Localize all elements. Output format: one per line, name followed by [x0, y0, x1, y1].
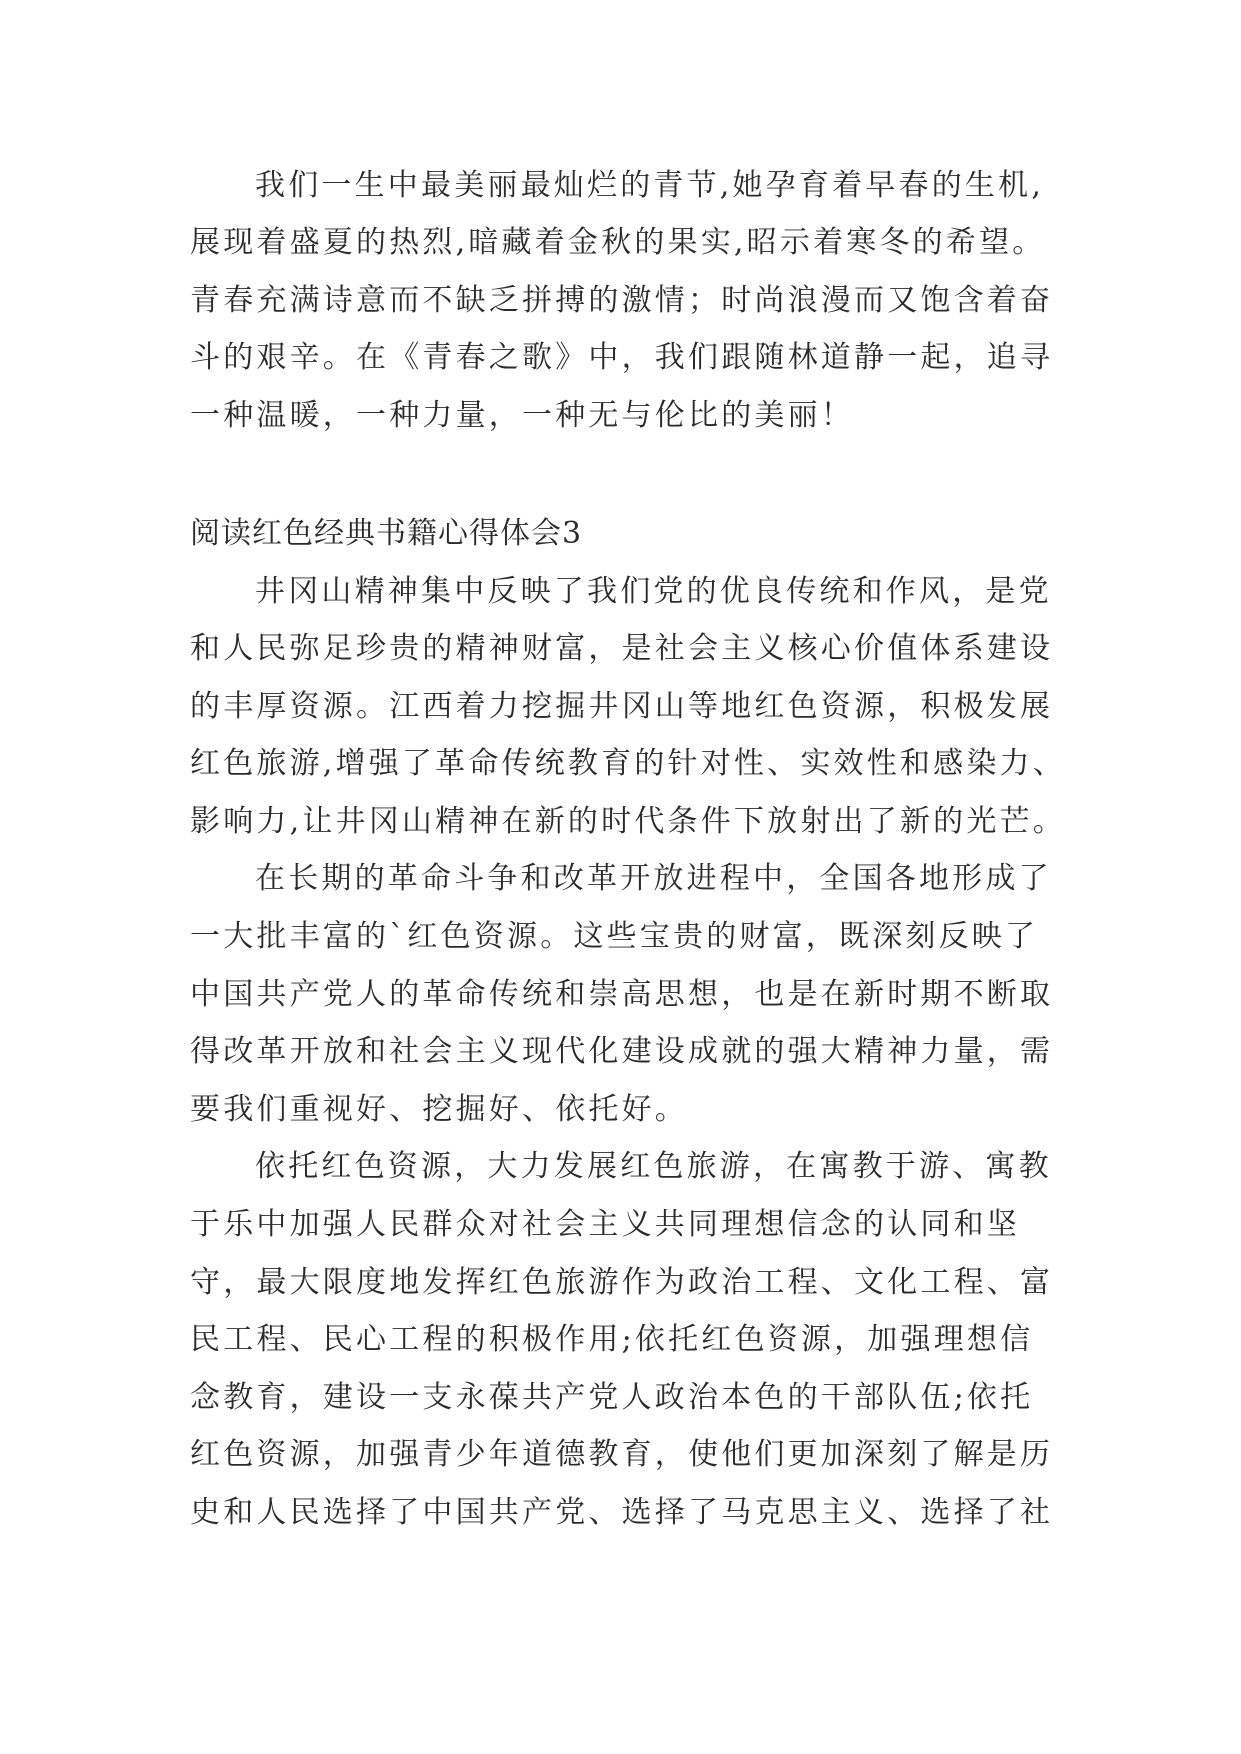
paragraph-line: 红色资源，加强青少年道德教育，使他们更加深刻了解是历	[190, 1437, 1054, 1472]
paragraph-line: 我们一生中最美丽最灿烂的青节,她孕育着早春的生机,	[255, 168, 1045, 203]
paragraph-line: 史和人民选择了中国共产党、选择了马克思主义、选择了社	[190, 1495, 1054, 1530]
paragraph-line: 一大批丰富的`红色资源。这些宝贵的财富，既深刻反映了	[190, 919, 1039, 954]
paragraph-line: 守，最大限度地发挥红色旅游作为政治工程、文化工程、富	[190, 1265, 1054, 1300]
paragraph-line: 要我们重视好、挖掘好、依托好。	[190, 1092, 688, 1127]
paragraph-line: 中国共产党人的革命传统和崇高思想，也是在新时期不断取	[190, 977, 1054, 1012]
paragraph-line: 青春充满诗意而不缺乏拼搏的激情；时尚浪漫而又饱含着奋	[190, 283, 1054, 318]
paragraph-line: 影响力,让井冈山精神在新的时代条件下放射出了新的光芒。	[190, 804, 1066, 839]
paragraph-line: 依托红色资源，大力发展红色旅游，在寓教于游、寓教	[255, 1149, 1052, 1184]
paragraph-line: 于乐中加强人民群众对社会主义共同理想信念的认同和坚	[190, 1207, 1020, 1242]
paragraph-line: 斗的艰辛。在《青春之歌》中，我们跟随林道静一起，追寻	[190, 340, 1054, 375]
paragraph-line: 展现着盛夏的热烈,暗藏着金秋的果实,昭示着寒冬的希望。	[190, 225, 1046, 260]
paragraph-line: 得改革开放和社会主义现代化建设成就的强大精神力量，需	[190, 1034, 1054, 1069]
section-heading: 阅读红色经典书籍心得体会3	[190, 516, 583, 551]
paragraph-line: 的丰厚资源。江西着力挖掘井冈山等地红色资源，积极发展	[190, 689, 1054, 724]
paragraph-line: 念教育，建设一支永葆共产党人政治本色的干部队伍;依托	[190, 1380, 1034, 1415]
paragraph-line: 在长期的革命斗争和改革开放进程中，全国各地形成了	[255, 861, 1052, 896]
paragraph-line: 井冈山精神集中反映了我们党的优良传统和作风，是党	[255, 574, 1052, 609]
paragraph-line: 一种温暖，一种力量，一种无与伦比的美丽！	[190, 398, 854, 433]
paragraph-line: 和人民弥足珍贵的精神财富，是社会主义核心价值体系建设	[190, 631, 1054, 666]
paragraph-line: 民工程、民心工程的积极作用;依托红色资源，加强理想信	[190, 1322, 1034, 1357]
paragraph-line: 红色旅游,增强了革命传统教育的针对性、实效性和感染力、	[190, 746, 1066, 781]
